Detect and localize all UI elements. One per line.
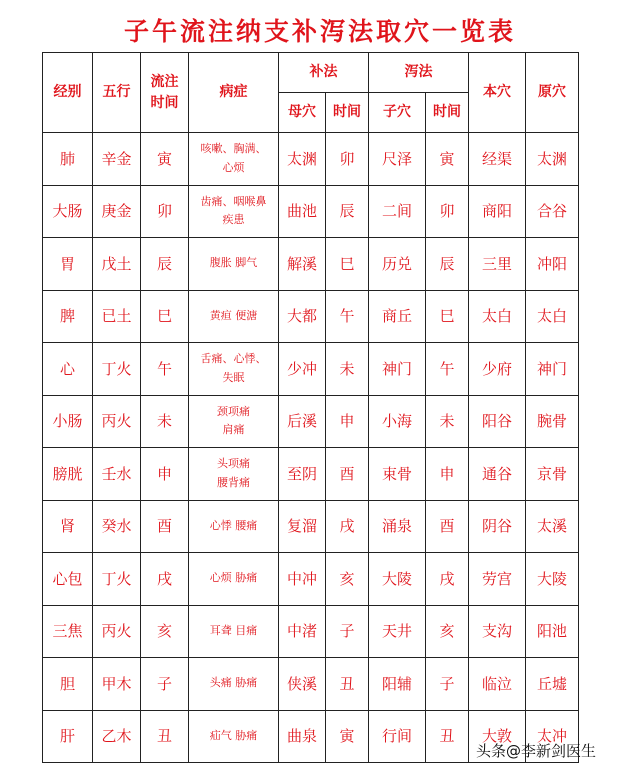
cell-element: 丙火 bbox=[93, 395, 141, 448]
cell-t-time: 午 bbox=[326, 290, 369, 343]
cell-s-time: 戌 bbox=[426, 553, 469, 606]
cell-yuan: 神门 bbox=[526, 343, 579, 396]
table-row bbox=[43, 605, 579, 658]
cell-child: 神门 bbox=[369, 343, 426, 396]
cell-element: 丁火 bbox=[93, 553, 141, 606]
cell-t-time: 巳 bbox=[326, 238, 369, 291]
symptom-line: 齿痛、咽喉鼻 bbox=[200, 194, 267, 208]
cell-meridian: 肝 bbox=[43, 710, 93, 763]
symptom-line: 失眠 bbox=[222, 370, 245, 384]
cell-symptom bbox=[189, 658, 279, 711]
cell-s-time: 巳 bbox=[426, 290, 469, 343]
cell-t-time: 未 bbox=[326, 343, 369, 396]
cell-s-time: 子 bbox=[426, 658, 469, 711]
cell-element: 辛金 bbox=[93, 133, 141, 186]
cell-yuan: 太冲 bbox=[526, 710, 579, 763]
cell-symptom bbox=[189, 448, 279, 501]
symptom-line: 疾患 bbox=[222, 213, 245, 227]
header-sedate-time: 时间 bbox=[426, 93, 469, 133]
cell-element: 戊土 bbox=[93, 238, 141, 291]
cell-s-time: 申 bbox=[426, 448, 469, 501]
table-row bbox=[43, 448, 579, 501]
cell-t-time: 戌 bbox=[326, 500, 369, 553]
symptom-line: 肩痛 bbox=[222, 423, 245, 437]
cell-ben: 阳谷 bbox=[469, 395, 526, 448]
cell-mother: 中渚 bbox=[279, 605, 326, 658]
cell-symptom bbox=[189, 238, 279, 291]
header-time-line1: 流注 bbox=[150, 73, 179, 90]
cell-t-time: 辰 bbox=[326, 185, 369, 238]
cell-ben: 三里 bbox=[469, 238, 526, 291]
symptom-line: 腹胀 脚气 bbox=[209, 256, 258, 270]
cell-yuan: 阳池 bbox=[526, 605, 579, 658]
cell-element: 乙木 bbox=[93, 710, 141, 763]
cell-hour: 辰 bbox=[141, 238, 189, 291]
cell-symptom bbox=[189, 395, 279, 448]
cell-child: 行间 bbox=[369, 710, 426, 763]
cell-hour: 申 bbox=[141, 448, 189, 501]
symptom-line: 疝气 胁痛 bbox=[209, 728, 258, 742]
cell-child: 二间 bbox=[369, 185, 426, 238]
cell-s-time: 辰 bbox=[426, 238, 469, 291]
cell-symptom bbox=[189, 500, 279, 553]
header-element: 五行 bbox=[93, 53, 141, 133]
cell-yuan: 太白 bbox=[526, 290, 579, 343]
table-row bbox=[43, 553, 579, 606]
cell-element: 丙火 bbox=[93, 605, 141, 658]
cell-hour: 亥 bbox=[141, 605, 189, 658]
watermark-at: @ bbox=[506, 742, 522, 760]
cell-ben: 少府 bbox=[469, 343, 526, 396]
cell-mother: 复溜 bbox=[279, 500, 326, 553]
watermark-author: 李新剑医生 bbox=[521, 742, 597, 760]
cell-child: 天井 bbox=[369, 605, 426, 658]
cell-meridian: 肾 bbox=[43, 500, 93, 553]
cell-ben: 太白 bbox=[469, 290, 526, 343]
cell-t-time: 申 bbox=[326, 395, 369, 448]
cell-element: 丁火 bbox=[93, 343, 141, 396]
header-time bbox=[141, 53, 189, 133]
cell-mother: 至阴 bbox=[279, 448, 326, 501]
cell-symptom bbox=[189, 605, 279, 658]
cell-meridian: 膀胱 bbox=[43, 448, 93, 501]
cell-hour: 巳 bbox=[141, 290, 189, 343]
page-title: 子午流注纳支补泻法取穴一览表 bbox=[123, 17, 516, 46]
cell-yuan: 丘墟 bbox=[526, 658, 579, 711]
cell-element: 癸水 bbox=[93, 500, 141, 553]
cell-symptom bbox=[189, 343, 279, 396]
cell-child: 阳辅 bbox=[369, 658, 426, 711]
cell-child: 历兑 bbox=[369, 238, 426, 291]
symptom-line: 腰背痛 bbox=[217, 475, 250, 489]
cell-ben: 阴谷 bbox=[469, 500, 526, 553]
symptom-line: 心烦 bbox=[222, 160, 245, 174]
cell-s-time: 寅 bbox=[426, 133, 469, 186]
cell-symptom bbox=[189, 290, 279, 343]
cell-ben: 通谷 bbox=[469, 448, 526, 501]
cell-symptom bbox=[189, 553, 279, 606]
cell-t-time: 丑 bbox=[326, 658, 369, 711]
symptom-line: 心悸 腰痛 bbox=[209, 518, 258, 532]
cell-mother: 中冲 bbox=[279, 553, 326, 606]
symptom-line: 心烦 胁痛 bbox=[209, 571, 258, 585]
header-benxue: 本穴 bbox=[469, 53, 526, 133]
cell-ben: 劳宫 bbox=[469, 553, 526, 606]
cell-mother: 解溪 bbox=[279, 238, 326, 291]
cell-yuan: 腕骨 bbox=[526, 395, 579, 448]
header-symptom: 病症 bbox=[189, 53, 279, 133]
table-row bbox=[43, 290, 579, 343]
symptom-line: 耳聋 目痛 bbox=[209, 623, 258, 637]
cell-hour: 酉 bbox=[141, 500, 189, 553]
cell-mother: 曲泉 bbox=[279, 710, 326, 763]
cell-mother: 后溪 bbox=[279, 395, 326, 448]
cell-t-time: 子 bbox=[326, 605, 369, 658]
header-mother: 母穴 bbox=[279, 93, 326, 133]
cell-child: 小海 bbox=[369, 395, 426, 448]
cell-hour: 寅 bbox=[141, 133, 189, 186]
cell-t-time: 亥 bbox=[326, 553, 369, 606]
cell-meridian: 胃 bbox=[43, 238, 93, 291]
cell-yuan: 京骨 bbox=[526, 448, 579, 501]
cell-mother: 侠溪 bbox=[279, 658, 326, 711]
cell-mother: 曲池 bbox=[279, 185, 326, 238]
cell-hour: 卯 bbox=[141, 185, 189, 238]
cell-mother: 少冲 bbox=[279, 343, 326, 396]
table-row bbox=[43, 500, 579, 553]
table-row bbox=[43, 658, 579, 711]
cell-meridian: 三焦 bbox=[43, 605, 93, 658]
cell-element: 庚金 bbox=[93, 185, 141, 238]
cell-s-time: 亥 bbox=[426, 605, 469, 658]
cell-meridian: 脾 bbox=[43, 290, 93, 343]
cell-ben: 支沟 bbox=[469, 605, 526, 658]
cell-ben: 大敦 bbox=[469, 710, 526, 763]
cell-yuan: 太溪 bbox=[526, 500, 579, 553]
header-sedate: 泻法 bbox=[369, 53, 469, 93]
cell-meridian: 心包 bbox=[43, 553, 93, 606]
table-row bbox=[43, 395, 579, 448]
watermark bbox=[476, 740, 596, 761]
cell-hour: 子 bbox=[141, 658, 189, 711]
cell-meridian: 大肠 bbox=[43, 185, 93, 238]
cell-element: 甲木 bbox=[93, 658, 141, 711]
cell-yuan: 太渊 bbox=[526, 133, 579, 186]
cell-yuan: 大陵 bbox=[526, 553, 579, 606]
cell-hour: 戌 bbox=[141, 553, 189, 606]
symptom-line: 咳嗽、胸满、 bbox=[200, 142, 267, 156]
cell-child: 大陵 bbox=[369, 553, 426, 606]
cell-t-time: 卯 bbox=[326, 133, 369, 186]
symptom-line: 颈项痛 bbox=[217, 404, 250, 418]
symptom-line: 头痛 胁痛 bbox=[209, 676, 258, 690]
cell-child: 尺泽 bbox=[369, 133, 426, 186]
cell-hour: 丑 bbox=[141, 710, 189, 763]
cell-child: 涌泉 bbox=[369, 500, 426, 553]
symptom-line: 舌痛、心悸、 bbox=[200, 352, 267, 366]
cell-hour: 未 bbox=[141, 395, 189, 448]
cell-child: 商丘 bbox=[369, 290, 426, 343]
cell-s-time: 未 bbox=[426, 395, 469, 448]
cell-symptom bbox=[189, 185, 279, 238]
header-yuanxue: 原穴 bbox=[526, 53, 579, 133]
header-tonify-time: 时间 bbox=[326, 93, 369, 133]
cell-symptom bbox=[189, 133, 279, 186]
header-tonify: 补法 bbox=[279, 53, 369, 93]
cell-meridian: 肺 bbox=[43, 133, 93, 186]
cell-s-time: 丑 bbox=[426, 710, 469, 763]
table-row bbox=[43, 185, 579, 238]
cell-ben: 经渠 bbox=[469, 133, 526, 186]
cell-yuan: 合谷 bbox=[526, 185, 579, 238]
cell-symptom bbox=[189, 710, 279, 763]
cell-ben: 临泣 bbox=[469, 658, 526, 711]
cell-meridian: 胆 bbox=[43, 658, 93, 711]
cell-meridian: 心 bbox=[43, 343, 93, 396]
cell-hour: 午 bbox=[141, 343, 189, 396]
symptom-line: 头项痛 bbox=[217, 457, 250, 471]
symptom-line: 黄疸 便溏 bbox=[209, 308, 258, 322]
cell-s-time: 午 bbox=[426, 343, 469, 396]
table-row bbox=[43, 238, 579, 291]
acupoint-table bbox=[42, 52, 579, 763]
cell-t-time: 酉 bbox=[326, 448, 369, 501]
cell-s-time: 卯 bbox=[426, 185, 469, 238]
watermark-prefix: 头条 bbox=[476, 742, 507, 760]
table-row bbox=[43, 133, 579, 186]
cell-ben: 商阳 bbox=[469, 185, 526, 238]
cell-element: 已土 bbox=[93, 290, 141, 343]
cell-s-time: 酉 bbox=[426, 500, 469, 553]
header-child: 子穴 bbox=[369, 93, 426, 133]
cell-yuan: 冲阳 bbox=[526, 238, 579, 291]
cell-t-time: 寅 bbox=[326, 710, 369, 763]
header-time-line2: 时间 bbox=[150, 94, 179, 111]
cell-mother: 太渊 bbox=[279, 133, 326, 186]
cell-element: 壬水 bbox=[93, 448, 141, 501]
table-row bbox=[43, 343, 579, 396]
header-meridian: 经别 bbox=[43, 53, 93, 133]
cell-child: 束骨 bbox=[369, 448, 426, 501]
cell-mother: 大都 bbox=[279, 290, 326, 343]
cell-meridian: 小肠 bbox=[43, 395, 93, 448]
